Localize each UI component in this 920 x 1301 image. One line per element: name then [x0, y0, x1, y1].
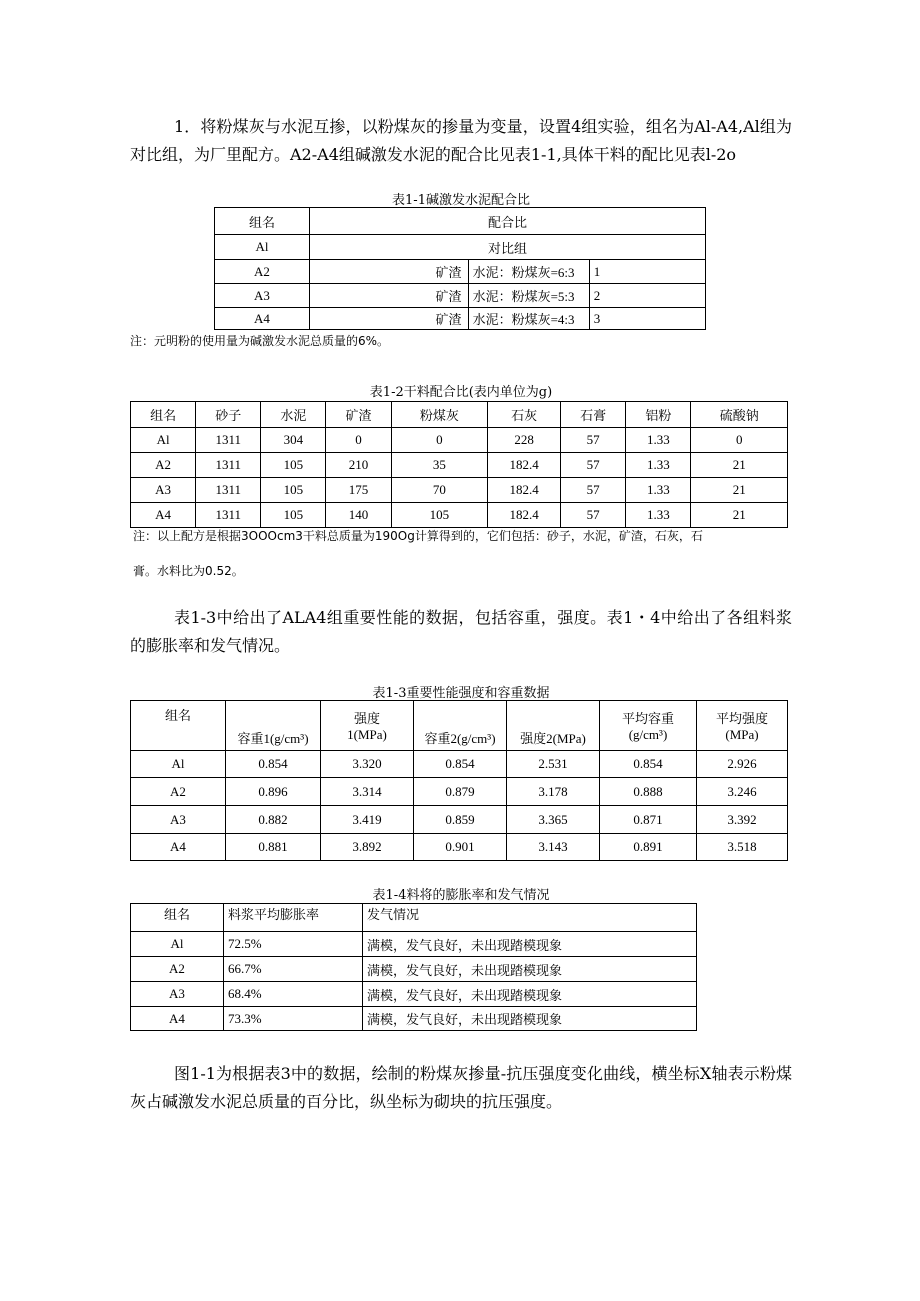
- table3-cell: 0.859: [414, 806, 507, 834]
- table3-cell: 3.246: [697, 778, 788, 806]
- table2-cell: 35: [391, 453, 488, 478]
- table2-cell: 105: [261, 503, 326, 528]
- table2-cell: 1311: [196, 478, 261, 503]
- table1-cell: 对比组: [309, 235, 705, 260]
- table2-cell: 1311: [196, 453, 261, 478]
- table3-cell: 0.854: [414, 751, 507, 778]
- table2-cell: 1.33: [626, 428, 691, 453]
- table3-header-strength2: 强度2(MPa): [507, 701, 600, 751]
- table2-note-line1: 注：以上配方是根据3OOOcm3干料总质量为190Og计算得到的，它们包括：砂子，水泥，矿渣，石灰，石: [133, 529, 703, 543]
- table3-cell: 3.419: [321, 806, 414, 834]
- table1-cell: A2: [215, 260, 310, 284]
- table1-caption: 表1-1碱激发水泥配合比: [392, 193, 530, 208]
- table3-header-row: [131, 701, 788, 751]
- table4-cell: 73.3%: [224, 1007, 363, 1031]
- table2-cell: 105: [261, 478, 326, 503]
- table3-cell: 3.143: [507, 834, 600, 861]
- table2-cell: 21: [691, 503, 788, 528]
- table2-cell: 175: [326, 478, 391, 503]
- table2-cell: 210: [326, 453, 391, 478]
- table1-note: 注：元明粉的使用量为碱激发水泥总质量的6%。: [130, 334, 390, 348]
- table2-note-line2: 膏。水料比为0.52。: [133, 564, 244, 578]
- table1-header-ratio: 配合比: [309, 208, 705, 235]
- table1-header-group: 组名: [215, 208, 310, 235]
- table1-cell: 水泥：粉煤灰=4:3: [468, 308, 589, 330]
- table4-cell: A2: [131, 957, 224, 982]
- table1-cell: A4: [215, 308, 310, 330]
- table-row: [131, 778, 788, 806]
- table-row: [215, 260, 706, 284]
- table-row: [131, 478, 788, 503]
- table3-cell: Al: [131, 751, 226, 778]
- table3-cell: A3: [131, 806, 226, 834]
- table3-cell: 3.320: [321, 751, 414, 778]
- table2-header-row: [131, 402, 788, 428]
- table3-cell: 2.531: [507, 751, 600, 778]
- table4-cell: A3: [131, 982, 224, 1007]
- table3-cell: 0.891: [600, 834, 697, 861]
- table3-cell: 0.854: [226, 751, 321, 778]
- table1: [214, 207, 706, 330]
- table3-header-density1: 容重1(g/cm³): [226, 701, 321, 751]
- table3-cell: 0.882: [226, 806, 321, 834]
- table2-header: 矿渣: [326, 402, 391, 428]
- final-paragraph: 图1-1为根据表3中的数据，绘制的粉煤灰掺量-抗压强度变化曲线，横坐标X轴表示粉煤灰占碱激发水泥总质量的百分比，纵坐标为砌块的抗压强度。: [130, 1064, 792, 1111]
- table2-cell: 140: [326, 503, 391, 528]
- table1-cell: 2: [589, 284, 705, 308]
- table3-cell: 0.901: [414, 834, 507, 861]
- table3-cell: 3.892: [321, 834, 414, 861]
- table3-header-avg-strength-top: 平均强度: [715, 711, 768, 726]
- table3-cell: A4: [131, 834, 226, 861]
- table2-header: 组名: [131, 402, 196, 428]
- table2-cell: 182.4: [488, 453, 561, 478]
- table2-header: 硫酸钠: [691, 402, 788, 428]
- table2-cell: A2: [131, 453, 196, 478]
- table3-header-density2: 容重2(g/cm³): [414, 701, 507, 751]
- table2-cell: 21: [691, 478, 788, 503]
- table4-caption: 表1-4料将的膨胀率和发气情况: [372, 888, 550, 903]
- table3-header-avg-strength: [697, 701, 788, 751]
- table3-cell: 0.896: [226, 778, 321, 806]
- table2-cell: 1.33: [626, 503, 691, 528]
- table3-cell: 3.178: [507, 778, 600, 806]
- table3-cell: 0.871: [600, 806, 697, 834]
- table-row: [131, 503, 788, 528]
- table4-cell: 满模，发气良好，未出现踏模现象: [363, 932, 697, 957]
- table-row: [215, 284, 706, 308]
- table-row: [131, 806, 788, 834]
- table3-cell: 3.392: [697, 806, 788, 834]
- table-row: [131, 834, 788, 861]
- table3-cell: A2: [131, 778, 226, 806]
- table2-header: 石膏: [561, 402, 626, 428]
- table3-cell: 0.888: [600, 778, 697, 806]
- table-row: [131, 932, 697, 957]
- table-row: [131, 957, 697, 982]
- table4-cell: 满模，发气良好，未出现踏模现象: [363, 957, 697, 982]
- table3-caption: 表1-3重要性能强度和容重数据: [372, 686, 550, 701]
- table4-header-row: [131, 904, 697, 932]
- table2-cell: 0: [326, 428, 391, 453]
- table2-cell: 228: [488, 428, 561, 453]
- table2-cell: 57: [561, 478, 626, 503]
- table3-header-avg-strength-bottom: (MPa): [725, 727, 759, 742]
- table3-cell: 2.926: [697, 751, 788, 778]
- table2-header: 铝粉: [626, 402, 691, 428]
- table2-cell: 70: [391, 478, 488, 503]
- table2-header: 石灰: [488, 402, 561, 428]
- table3-header-strength1-bottom: 1(MPa): [347, 727, 387, 742]
- table2-header: 水泥: [261, 402, 326, 428]
- table2-cell: 1311: [196, 428, 261, 453]
- table4-cell: 满模，发气良好，未出现踏模现象: [363, 1007, 697, 1031]
- table3-header-group: 组名: [131, 701, 226, 751]
- table4-header: 料浆平均膨胀率: [224, 904, 363, 932]
- table2-cell: 0: [391, 428, 488, 453]
- table1-cell: 矿渣: [309, 284, 468, 308]
- table-row: [131, 751, 788, 778]
- table1-cell: 水泥：粉煤灰=6:3: [468, 260, 589, 284]
- table4-cell: 66.7%: [224, 957, 363, 982]
- table3-header-strength1: [321, 701, 414, 751]
- table4-cell: 72.5%: [224, 932, 363, 957]
- table2-cell: 304: [261, 428, 326, 453]
- table4: [130, 903, 697, 1031]
- table2-cell: 105: [261, 453, 326, 478]
- table3-header-avg-density-bottom: (g/cm³): [628, 727, 668, 742]
- table2-cell: 0: [691, 428, 788, 453]
- table2-cell: A4: [131, 503, 196, 528]
- table3-cell: 0.854: [600, 751, 697, 778]
- table4-cell: A4: [131, 1007, 224, 1031]
- table-row: [215, 308, 706, 330]
- table1-cell: 矿渣: [309, 260, 468, 284]
- table2-cell: 1.33: [626, 478, 691, 503]
- table2-caption: 表1-2干料配合比(表内单位为g): [369, 385, 553, 400]
- table3-cell: 3.365: [507, 806, 600, 834]
- table2: [130, 401, 788, 528]
- table3-cell: 0.881: [226, 834, 321, 861]
- table2-cell: 57: [561, 453, 626, 478]
- table1-cell: 1: [589, 260, 705, 284]
- table2-cell: 57: [561, 503, 626, 528]
- table-row: [131, 453, 788, 478]
- table1-cell: 矿渣: [309, 308, 468, 330]
- table-row: [215, 235, 706, 260]
- table2-cell: Al: [131, 428, 196, 453]
- table2-cell: 182.4: [488, 503, 561, 528]
- table1-cell: A3: [215, 284, 310, 308]
- table3-cell: 3.314: [321, 778, 414, 806]
- table4-header: 发气情况: [363, 904, 697, 932]
- table2-cell: 182.4: [488, 478, 561, 503]
- table2-cell: A3: [131, 478, 196, 503]
- table2-header: 粉煤灰: [391, 402, 488, 428]
- table3-cell: 3.518: [697, 834, 788, 861]
- table4-cell: 68.4%: [224, 982, 363, 1007]
- table4-header: 组名: [131, 904, 224, 932]
- table3-header-avg-density-top: 平均容重: [621, 711, 674, 726]
- mid-paragraph: 表1-3中给出了ALA4组重要性能的数据，包括容重，强度。表1・4中给出了各组料浆的膨胀率和发气情况。: [130, 608, 792, 655]
- table2-cell: 105: [391, 503, 488, 528]
- table4-cell: 满模，发气良好，未出现踏模现象: [363, 982, 697, 1007]
- table3-cell: 0.879: [414, 778, 507, 806]
- table3: [130, 700, 788, 861]
- table3-header-avg-density: [600, 701, 697, 751]
- table2-cell: 1311: [196, 503, 261, 528]
- table1-cell: 3: [589, 308, 705, 330]
- table2-cell: 1.33: [626, 453, 691, 478]
- table-row: [131, 428, 788, 453]
- table-row: [131, 1007, 697, 1031]
- table2-cell: 57: [561, 428, 626, 453]
- table-row: [131, 982, 697, 1007]
- table3-header-strength1-top: 强度: [353, 711, 380, 726]
- table4-cell: Al: [131, 932, 224, 957]
- table1-cell: Al: [215, 235, 310, 260]
- table2-header: 砂子: [196, 402, 261, 428]
- intro-paragraph: 1．将粉煤灰与水泥互掺，以粉煤灰的掺量为变量，设置4组实验，组名为Al-A4,Al组为对比组，为厂里配方。A2-A4组碱激发水泥的配合比见表1-1,具体干料的配比见表l-2o: [130, 117, 792, 164]
- table1-cell: 水泥：粉煤灰=5:3: [468, 284, 589, 308]
- table2-cell: 21: [691, 453, 788, 478]
